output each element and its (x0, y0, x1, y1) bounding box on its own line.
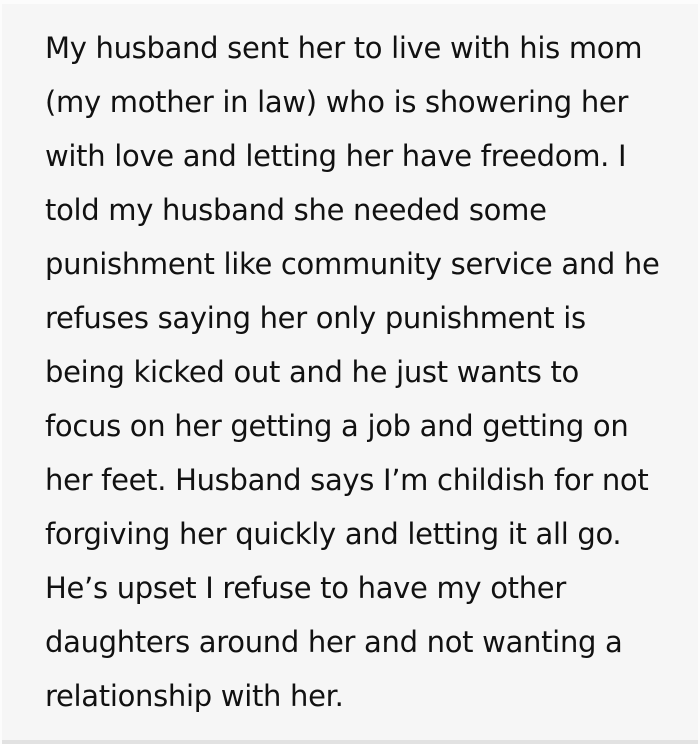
text-line: focus on her getting a job and getting on (45, 409, 629, 443)
text-line: punishment like community service and he (45, 247, 660, 281)
text-line: (my mother in law) who is showering her (45, 85, 629, 119)
text-line: with love and letting her have freedom. I (45, 139, 627, 173)
post-card (2, 4, 698, 744)
post-text (2, 4, 698, 723)
bottom-page-edge (2, 740, 698, 744)
text-line: her feet. Husband says I’m childish for not (45, 463, 649, 497)
text-line: relationship with her. (45, 679, 344, 713)
text-line: He’s upset I refuse to have my other (45, 571, 566, 605)
text-line: My husband sent her to live with his mom (45, 31, 643, 65)
text-line: refuses saying her only punishment is (45, 301, 586, 335)
text-line: forgiving her quickly and letting it all go. (45, 517, 622, 551)
text-line: daughters around her and not wanting a (45, 625, 623, 659)
text-line: told my husband she needed some (45, 193, 547, 227)
text-line: being kicked out and he just wants to (45, 355, 579, 389)
